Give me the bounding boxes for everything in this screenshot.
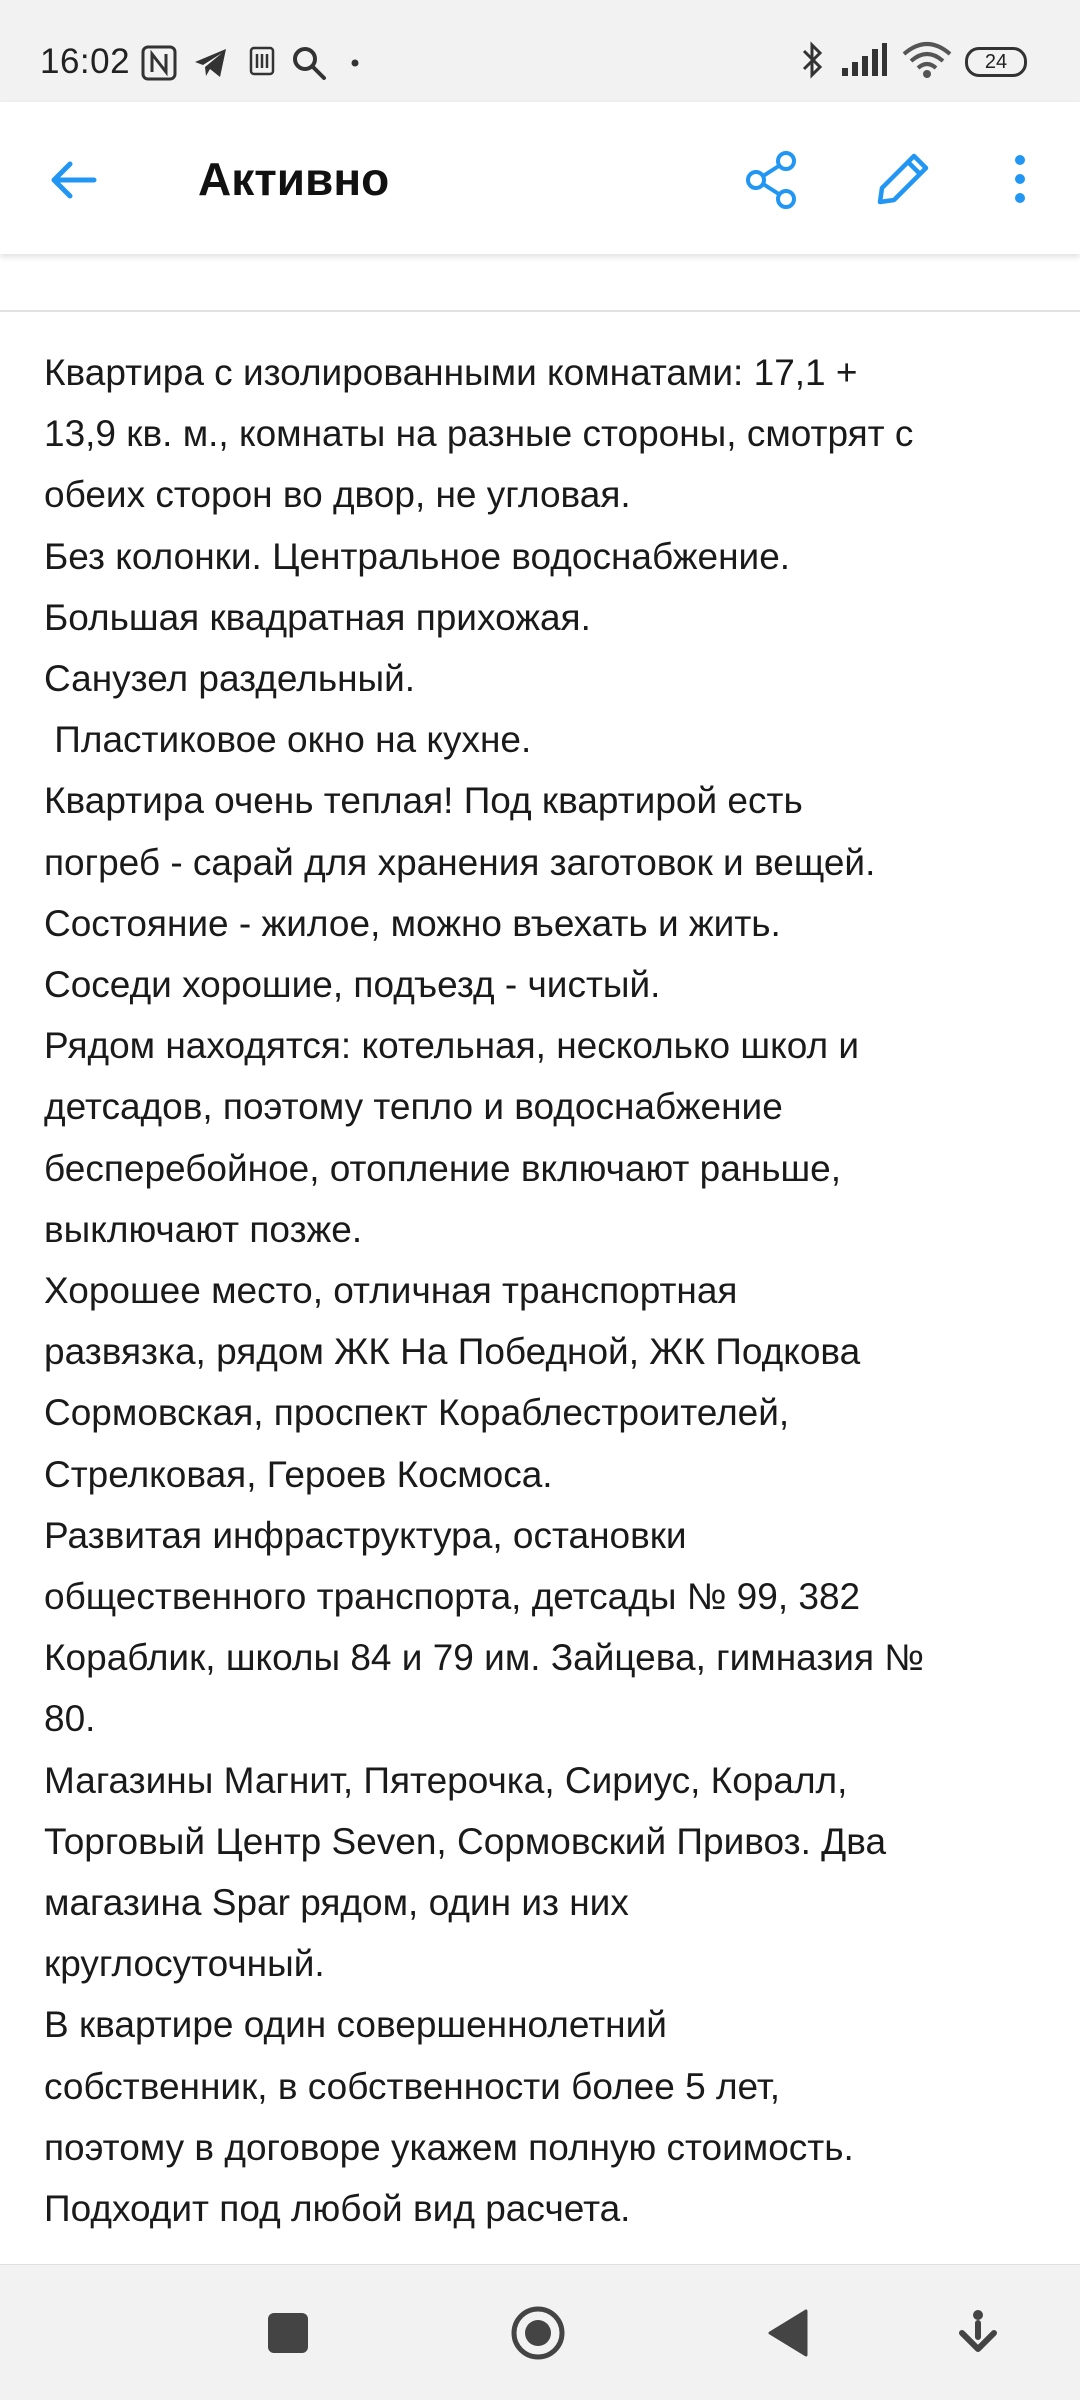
description-line: В квартире один совершеннолетний [44,2004,667,2046]
bluetooth-icon [800,40,826,80]
divider [0,310,1080,312]
description-line: обеих сторон во двор, не угловая. [44,474,631,516]
navigation-bar [0,2264,1080,2400]
description-line: Пластиковое окно на кухне. [44,719,532,761]
telegram-icon [192,44,230,82]
description-line: Торговый Центр Seven, Сормовский Привоз. Два [44,1820,887,1862]
share-icon [740,148,804,212]
share-button[interactable] [740,148,804,212]
arrow-left-icon [42,148,106,212]
description-line: Стрелковая, Героев Космоса. [44,1453,553,1495]
more-options-button[interactable] [1000,146,1040,212]
more-vert-icon [1000,146,1040,212]
sim-icon [248,44,276,78]
description-line: выключают позже. [44,1208,363,1250]
edit-button[interactable] [870,146,936,212]
description-line: Состояние - жилое, можно въехать и жить. [44,902,781,944]
description-line: магазина Spar рядом, один из них [44,1882,629,1924]
wifi-icon [902,40,952,80]
description-line: Магазины Магнит, Пятерочка, Сириус, Коралл, [44,1759,848,1801]
description-line: Хорошее место, отличная транспортная [44,1270,738,1312]
description-line: Квартира очень теплая! Под квартирой есть [44,780,803,822]
description-line: погреб - сарай для хранения заготовок и вещей. [44,841,876,883]
page-title: Активно [198,153,390,205]
description-text [44,342,1044,2239]
system-back-button[interactable] [760,2303,820,2363]
description-line: Рядом находятся: котельная, несколько школ и [44,1025,859,1067]
description-line: развязка, рядом ЖК На Победной, ЖК Подкова [44,1331,861,1373]
nfc-icon [140,44,178,82]
description-line: общественного транспорта, детсады № 99, 382 [44,1576,861,1618]
back-triangle-icon [760,2303,820,2363]
description-line: Развитая инфраструктура, остановки [44,1514,687,1556]
description-line: собственник, в собственности более 5 лет, [44,2065,781,2107]
description-line: поэтому в договоре укажем полную стоимость. [44,2126,854,2168]
content-area[interactable] [0,254,1080,2264]
search-icon [290,44,328,82]
back-button[interactable] [42,148,106,212]
signal-icon [840,40,888,80]
home-button[interactable] [508,2303,568,2363]
description-line: Большая квадратная прихожая. [44,596,591,638]
hide-keyboard-icon [948,2303,1008,2363]
description-line: Санузел раздельный. [44,658,416,700]
home-circle-icon [508,2303,568,2363]
description-line: круглосуточный. [44,1943,325,1985]
description-line: 13,9 кв. м., комнаты на разные стороны, смотрят с [44,413,914,455]
recents-button[interactable] [258,2303,318,2363]
description-line: 80. [44,1698,96,1740]
app-bar [0,102,1080,254]
description-line: бесперебойное, отопление включают раньше, [44,1147,842,1189]
hide-keyboard-button[interactable] [948,2303,1008,2363]
description-line: Без колонки. Центральное водоснабжение. [44,535,791,577]
description-line: Соседи хорошие, подъезд - чистый. [44,964,661,1006]
recents-square-icon [258,2303,318,2363]
description-line: Подходит под любой вид расчета. [44,2188,631,2230]
edit-pencil-icon [870,146,936,212]
status-bar [0,0,1080,100]
description-line: Сормовская, проспект Кораблестроителей, [44,1392,790,1434]
description-line: Квартира с изолированными комнатами: 17,1 + [44,352,858,393]
status-time: 16:02 [40,42,131,81]
battery-icon: 24 [965,47,1027,77]
dot-icon [350,44,360,82]
description-line: детсадов, поэтому тепло и водоснабжение [44,1086,783,1128]
description-line: Кораблик, школы 84 и 79 им. Зайцева, гимназия № [44,1637,924,1679]
